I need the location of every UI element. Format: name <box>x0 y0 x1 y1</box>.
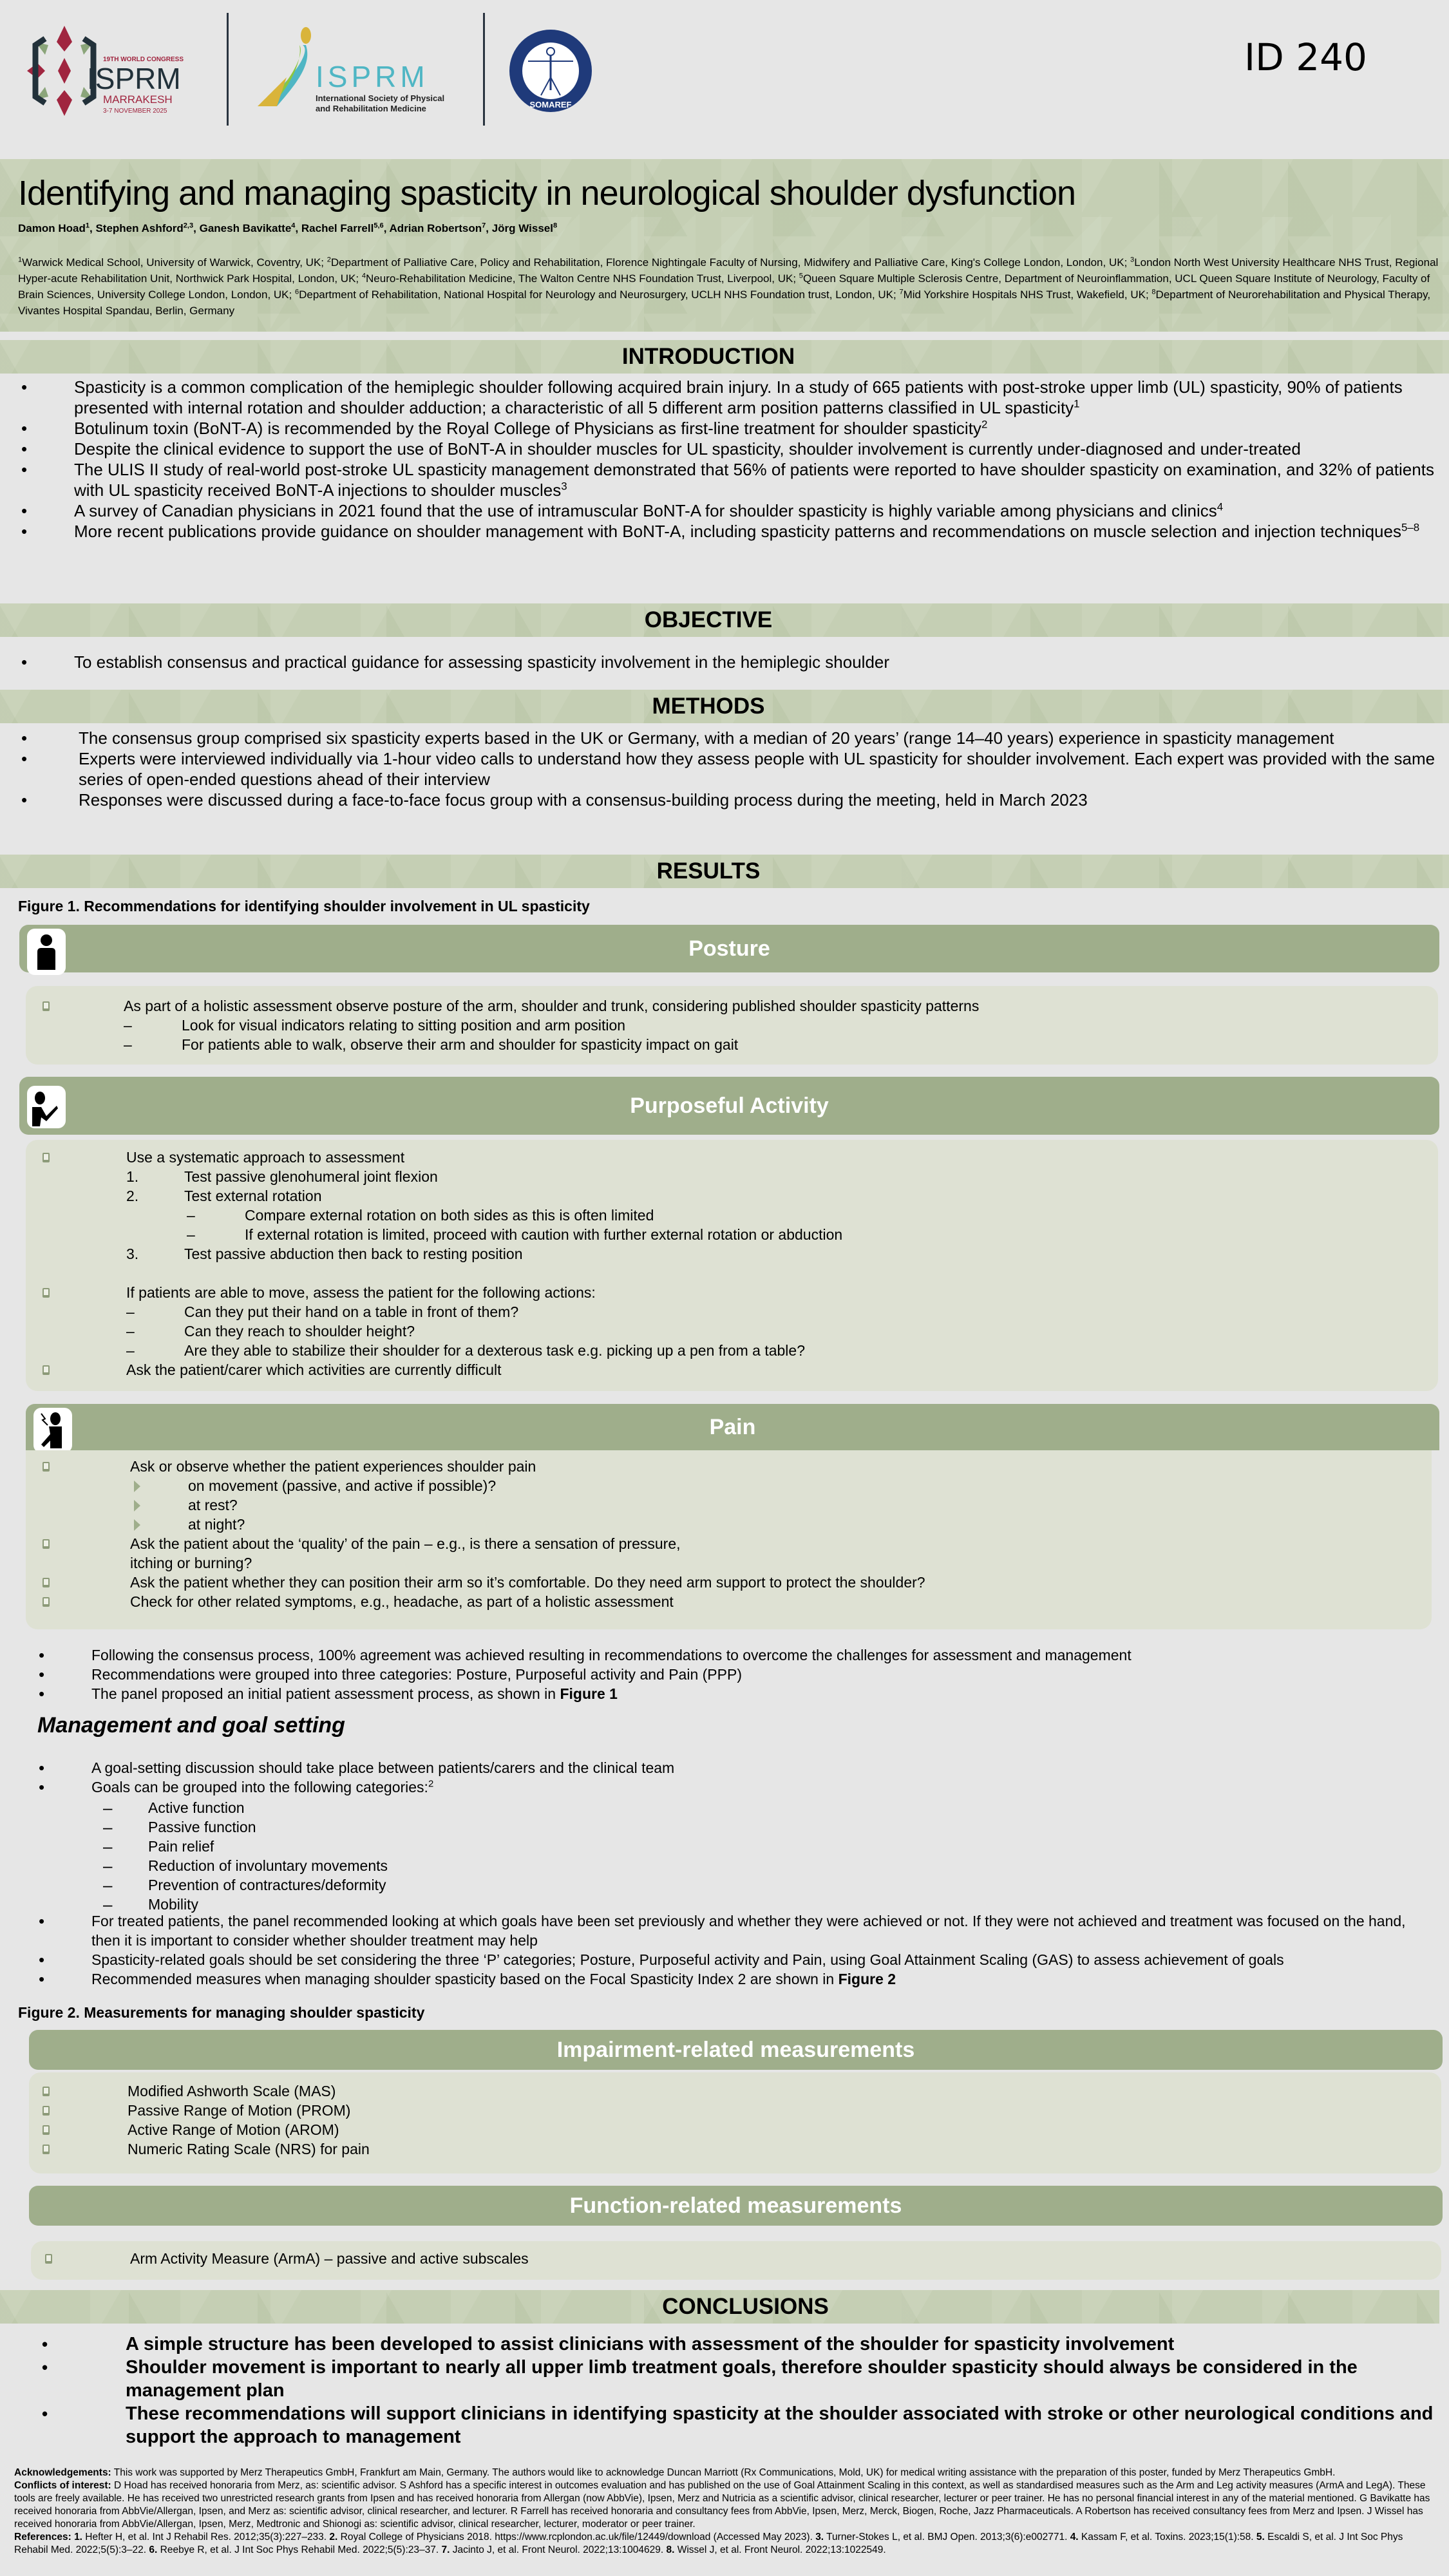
isprm-society-logo <box>251 26 464 116</box>
step-number: 2. <box>126 1188 139 1204</box>
svg-text:ISPRM: ISPRM <box>316 60 429 93</box>
introduction-list <box>0 377 1449 542</box>
acknowledgements: Acknowledgements: This work was supported by Merz Therapeutics GmbH, Frankfurt am Main, Germany. The authors would like to acknowledge Duncan Marriott (Rx Communications, Mold, UK) for medical writing assistance with the preparation of this poster, funded by Merz Therapeutics GmbH. <box>14 2467 1336 2478</box>
goal-item: – Pain relief <box>0 1837 1449 1856</box>
checkbox-bullet-icon <box>43 1153 50 1162</box>
footer-notes <box>14 2467 1437 2557</box>
list-item: • Spasticity is a common complication of the hemiplegic shoulder following acquired brain injury. In a study of 665 patients with post-stroke upper limb (UL) spasticity, 90% of patients presented with internal rotation and shoulder adduction; a characteristic of all 5 different arm position patterns classified in UL spasticity$^1$ <box>0 377 1449 418</box>
arrow-bullet-icon <box>134 1500 140 1511</box>
conclusions-heading: CONCLUSIONS <box>0 2290 1439 2324</box>
pain-header: Pain <box>26 1404 1439 1450</box>
methods-list <box>0 728 1449 810</box>
svg-text:19TH WORLD CONGRESS: 19TH WORLD CONGRESS <box>103 56 184 63</box>
poster-header <box>0 0 1449 158</box>
list-item: • Shoulder movement is important to nearly all upper limb treatment goals, therefore shoulder spasticity should always be considered in the management plan <box>0 2356 1449 2402</box>
author-list: Damon Hoad$^1$, Stephen Ashford$^{2,3}$, Ganesh Bavikatte$^4$, Rachel Farrell$^{5,6}$, Adrian Robertson$^7$, Jörg Wissel$^8$ <box>18 222 558 234</box>
list-item: • Spasticity-related goals should be set considering the three ‘P’ categories; Posture, Purposeful activity and Pain, using Goal Attainment Scaling (GAS) to assess achievement of goals <box>0 1950 1449 1969</box>
list-item: • Following the consensus process, 100% agreement was achieved resulting in recommendations to overcome the challenges for assessment and management <box>0 1645 1449 1665</box>
dash: – <box>187 1207 195 1224</box>
results-list <box>0 1645 1449 1703</box>
goal-item: – Mobility <box>0 1895 1449 1914</box>
management-list <box>0 1758 1449 1797</box>
title-band <box>0 159 1449 332</box>
somaref-logo <box>506 26 596 116</box>
function-header: Function-related measurements <box>29 2186 1443 2226</box>
checkbox-bullet-icon <box>43 1365 50 1375</box>
figure2-caption: Figure 2. Measurements for managing shoulder spasticity <box>18 2004 425 2021</box>
checkbox-bullet-icon <box>43 1578 50 1587</box>
introduction-heading: INTRODUCTION <box>0 340 1449 374</box>
logo-divider <box>227 13 229 126</box>
list-item: • These recommendations will support clinicians in identifying spasticity at the shoulder associated with stroke or other neurological conditions and support the approach to management <box>0 2402 1449 2448</box>
list-item: • Experts were interviewed individually via 1-hour video calls to understand how they assess people with UL spasticity for shoulder involvement. Each expert was provided with the same series of open-ended questions ahead of their interview <box>0 748 1449 790</box>
step-text: Test passive glenohumeral joint flexion <box>184 1168 438 1185</box>
impairment-header: Impairment-related measurements <box>29 2030 1443 2070</box>
dash: – <box>187 1226 195 1243</box>
impairment-box <box>29 2072 1441 2174</box>
posture-sub: For patients able to walk, observe their arm and shoulder for spasticity impact on gait <box>182 1036 739 1053</box>
activity-item: If patients are able to move, assess the patient for the following actions: <box>126 1284 596 1301</box>
measure-item: Arm Activity Measure (ArmA) – passive and active subscales <box>130 2250 529 2267</box>
logo-divider <box>483 13 485 126</box>
shoulder-pain-icon <box>33 1408 72 1453</box>
objective-heading: OBJECTIVE <box>0 603 1449 637</box>
goal-item: – Active function <box>0 1798 1449 1817</box>
action-sub: Are they able to stabilize their shoulder for a dexterous task e.g. picking up a pen from a table? <box>184 1342 806 1359</box>
posture-sub: – <box>124 1017 132 1034</box>
pain-box <box>26 1450 1432 1629</box>
checkbox-bullet-icon <box>43 2125 50 2135</box>
list-item: • A simple structure has been developed to assist clinicians with assessment of the shoulder for spasticity involvement <box>0 2333 1449 2356</box>
posture-sub: Look for visual indicators relating to sitting position and arm position <box>182 1017 626 1034</box>
svg-text:MARRAKESH: MARRAKESH <box>103 93 173 106</box>
svg-text:SOMAREF: SOMAREF <box>529 100 572 109</box>
pain-item: Ask the patient whether they can position their arm so it’s comfortable. Do they need arm support to protect the shoulder? <box>130 1574 925 1591</box>
conclusions-list <box>0 2333 1449 2448</box>
list-item: • Recommendations were grouped into three categories: Posture, Purposeful activity and Pain (PPP) <box>0 1665 1449 1684</box>
activity-item: Use a systematic approach to assessment <box>126 1149 405 1166</box>
posture-sub: – <box>124 1036 132 1053</box>
affiliations: $^1$Warwick Medical School, University of Warwick, Coventry, UK; $^2$Department of Palliative Care, Policy and Rehabilitation, Florence Nightingale Faculty of Nursing, Midwifery and Palliative Care, King's College London, London, UK; $^3$London North West University Healthcare NHS Trust, Regional Hyper-acute Rehabilitation Unit, Northwick Park Hospital, London, UK; $^4$Neuro-Rehabilitation Medicine, The Walton Centre NHS Foundation Trust, Liverpool, UK; $^5$Queen Square Multiple Sclerosis Centre, Department of Neuroinflammation, UCL Queen Square Institute of Neurology, Faculty of Brain Sciences, University College London, London, UK; $^6$Department of Rehabilitation, National Hospital for Neurology and Neurosurgery, UCLH NHS Foundation trust, London, UK; $^7$Mid Yorkshire Hospitals NHS Trust, Wakefield, UK; $^8$Department of Neurorehabilitation and Physical Therapy, Vivantes Hospital Spandau, Berlin, Germany <box>18 256 1439 317</box>
svg-text:ISPRM: ISPRM <box>87 62 181 95</box>
goal-categories <box>0 1798 1449 1914</box>
checkbox-bullet-icon <box>43 1597 50 1607</box>
measure-item: Active Range of Motion (AROM) <box>128 2121 339 2138</box>
list-item: • The consensus group comprised six spasticity experts based in the UK or Germany, with a median of 20 years’ (range 14–40 years) experience in spasticity management <box>0 728 1449 748</box>
activity-box <box>26 1140 1438 1391</box>
checkbox-bullet-icon <box>43 1539 50 1549</box>
checkbox-bullet-icon <box>43 2087 50 2096</box>
management-heading: Management and goal setting <box>37 1713 345 1738</box>
step-number: 1. <box>126 1168 139 1185</box>
list-item: • Goals can be grouped into the following categories:$^2$ <box>0 1777 1449 1797</box>
svg-text:3-7 NOVEMBER 2025: 3-7 NOVEMBER 2025 <box>103 108 167 115</box>
checkbox-bullet-icon <box>43 2106 50 2116</box>
activity-item: Ask the patient/carer which activities are currently difficult <box>126 1361 502 1378</box>
list-item: • More recent publications provide guidance on shoulder management with BoNT-A, including spasticity patterns and recommendations on muscle selection and injection techniques$^{5-8}$ <box>0 521 1449 542</box>
step-text: Test external rotation <box>184 1188 322 1204</box>
dash: – <box>126 1342 135 1359</box>
list-item: • Despite the clinical evidence to support the use of BoNT-A in shoulder muscles for UL spasticity, shoulder involvement is currently under-diagnosed and under-treated <box>0 439 1449 459</box>
pain-sub: at night? <box>188 1516 245 1533</box>
measure-item: Modified Ashworth Scale (MAS) <box>128 2083 336 2099</box>
step-number: 3. <box>126 1245 139 1262</box>
action-sub: Can they put their hand on a table in front of them? <box>184 1303 519 1320</box>
dash: – <box>126 1303 135 1320</box>
goal-item: – Prevention of contractures/deformity <box>0 1875 1449 1895</box>
function-box <box>31 2241 1441 2280</box>
checkbox-bullet-icon <box>43 1001 50 1011</box>
list-item: • A goal-setting discussion should take place between patients/carers and the clinical team <box>0 1758 1449 1777</box>
arrow-bullet-icon <box>134 1519 140 1531</box>
references: References: 1. Hefter H, et al. Int J Rehabil Res. 2012;35(3):227–233. 2. Royal College of Physicians 2018. https://www.rcplondon.ac.uk/file/12449/download (Accessed May 2023). 3. Turner-Stokes L, et al. BMJ Open. 2013;3(6):e002771. 4. Kassam F, et al. Toxins. 2023;15(1):58. 5. Escaldi S, et al. J Int Soc Phys Rehabil Med. 2022;5(5):3–22. 6. Reebye R, et al. J Int Soc Phys Rehabil Med. 2022;5(5):23–37. 7. Jacinto J, et al. Front Neurol. 2022;13:1004629. 8. Wissel J, et al. Front Neurol. 2022;13:1022549. <box>14 2532 1403 2555</box>
measure-item: Passive Range of Motion (PROM) <box>128 2102 351 2119</box>
svg-text:and Rehabilitation Medicine: and Rehabilitation Medicine <box>316 104 426 113</box>
management-list-2 <box>0 1911 1449 1989</box>
list-item: • For treated patients, the panel recommended looking at which goals have been set previously and whether they were achieved or not. If they were not achieved and treatment was focused on the hand, then it is important to consider whether shoulder treatment may help <box>0 1911 1449 1950</box>
posture-item: As part of a holistic assessment observe posture of the arm, shoulder and trunk, considering published shoulder spasticity patterns <box>124 998 980 1014</box>
arrow-bullet-icon <box>134 1481 140 1492</box>
action-sub: Can they reach to shoulder height? <box>184 1323 415 1340</box>
pointing-person-icon <box>27 1086 66 1128</box>
step-text: Test passive abduction then back to resting position <box>184 1245 523 1262</box>
checkbox-bullet-icon <box>43 2145 50 2154</box>
pain-sub: at rest? <box>188 1497 238 1513</box>
pain-item: Ask the patient about the ‘quality’ of the pain – e.g., is there a sensation of pressure, <box>130 1535 681 1552</box>
results-heading: RESULTS <box>0 855 1449 888</box>
list-item: • Responses were discussed during a face-to-face focus group with a consensus-building process during the meeting, held in March 2023 <box>0 790 1449 810</box>
poster-title: Identifying and managing spasticity in neurological shoulder dysfunction <box>18 174 1076 213</box>
list-item: • The panel proposed an initial patient assessment process, as shown in Figure 1 <box>0 1684 1449 1703</box>
poster-id: ID 240 <box>1244 35 1367 79</box>
pain-item: Check for other related symptoms, e.g., headache, as part of a holistic assessment <box>130 1593 674 1610</box>
figure1-caption: Figure 1. Recommendations for identifying shoulder involvement in UL spasticity <box>18 898 590 914</box>
conflicts-of-interest: Conflicts of interest: D Hoad has received honoraria from Merz, as: scientific advisor. S Ashford has a specific interest in outcomes evaluation and has published on the use of Goal Attainment Scaling in this context, as well as standardised measures such as the Arm and Leg activity measures (ArmA and LegA). These tools are freely available. He has received two unrestricted research grants from Ipsen and has received honoraria from Allergan (now AbbVie), Ipsen, Merz and Nutricia as a scientific advisor, clinical researcher, lecturer or peer trainer. He has no personal financial interest in any of the material mentioned. G Bavikatte has received honoraria from AbbVie/Allergan, Ipsen, and Merz as: scientific advisor, clinical researcher, and lecturer. R Farrell has received honoraria and consultancy fees from AbbVie, Ipsen, Merz, Merck, Biogen, Roche, Jazz Pharmaceuticals. A Robertson has received consultancy fees from Merz and Ipsen. J Wissel has received honoraria from AbbVie/Allergan, Ipsen, Merz, Medtronic and Shionogi as: scientific advisor, clinical researcher, lecturer, moderator or peer trainer. <box>14 2480 1430 2530</box>
checkbox-bullet-icon <box>43 1462 50 1472</box>
list-item: • A survey of Canadian physicians in 2021 found that the use of intramuscular BoNT-A for shoulder spasticity is highly variable among physicians and clinics$^4$ <box>0 500 1449 521</box>
measure-item: Numeric Rating Scale (NRS) for pain <box>128 2141 370 2157</box>
posture-box <box>26 986 1438 1065</box>
pain-item: Ask or observe whether the patient experiences shoulder pain <box>130 1458 536 1475</box>
goal-item: – Reduction of involuntary movements <box>0 1856 1449 1875</box>
step-sub: Compare external rotation on both sides as this is often limited <box>245 1207 654 1224</box>
checkbox-bullet-icon <box>43 1288 50 1298</box>
objective-list <box>0 652 1449 672</box>
activity-header: Purposeful Activity <box>19 1077 1439 1135</box>
step-sub: If external rotation is limited, proceed with caution with further external rotation or abduction <box>245 1226 843 1243</box>
methods-heading: METHODS <box>0 690 1449 723</box>
posture-header: Posture <box>19 925 1439 972</box>
svg-text:International Society of Physi: International Society of Physical <box>316 93 445 103</box>
standing-person-icon <box>27 929 66 975</box>
list-item: • The ULIS II study of real-world post-stroke UL spasticity management demonstrated that 56% of patients were reported to have shoulder spasticity on examination, and 32% of patients with UL spasticity received BoNT-A injections to shoulder muscles$^3$ <box>0 459 1449 500</box>
checkbox-bullet-icon <box>45 2254 52 2264</box>
list-item: • Botulinum toxin (BoNT-A) is recommended by the Royal College of Physicians as first-line treatment for shoulder spasticity$^2$ <box>0 418 1449 439</box>
pain-sub: on movement (passive, and active if possible)? <box>188 1477 497 1494</box>
pain-item: itching or burning? <box>130 1555 252 1571</box>
list-item: • To establish consensus and practical guidance for assessing spasticity involvement in the hemiplegic shoulder <box>0 652 1449 672</box>
goal-item: – Passive function <box>0 1817 1449 1837</box>
isprm-congress-logo <box>26 13 206 129</box>
dash: – <box>126 1323 135 1340</box>
list-item: • Recommended measures when managing shoulder spasticity based on the Focal Spasticity Index 2 are shown in Figure 2 <box>0 1969 1449 1989</box>
